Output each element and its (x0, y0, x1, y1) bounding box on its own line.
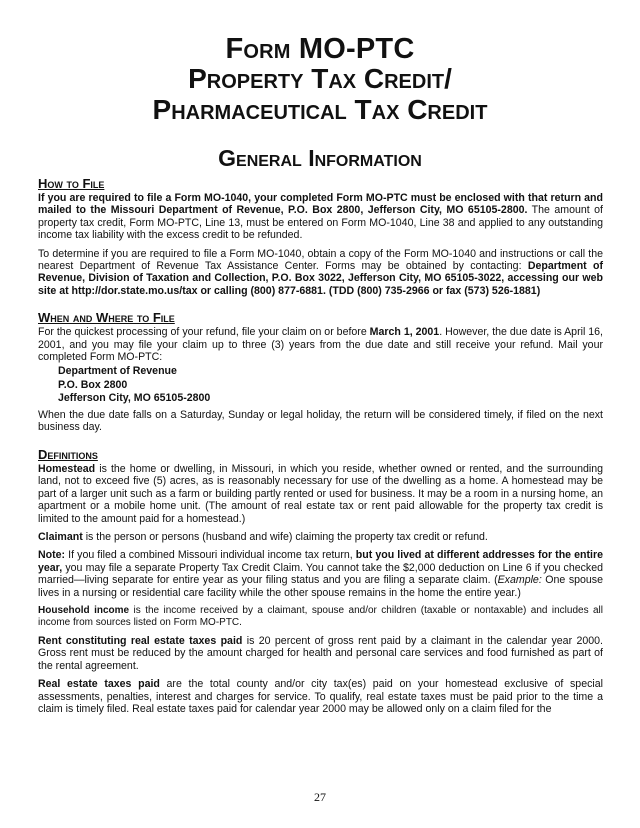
homestead-text: is the home or dwelling, in Missouri, in which you reside, whether owned or rented, and the surrounding land, not to exceed five (5) acres, as is reasonably necessary for use of the dwelling as a home. A homestead may be part of a larger unit such as a farm or building partly rented or used for business. It may be a room in a nursing home, an apartment or a mobile home unit. (The amount of real estate tax or rent paid allowable for the property tax credit is limited to the amount paid for a homestead.) (38, 462, 603, 525)
form-title (0, 34, 640, 126)
definition-real-estate-taxes (38, 678, 603, 715)
definition-note (38, 549, 603, 599)
definition-claimant (38, 531, 603, 543)
term-claimant: Claimant (38, 530, 83, 543)
when-where-text: For the quickest processing of your refund, file your claim on or before (38, 326, 370, 339)
term-note: Note: (38, 549, 66, 562)
note-example: Example: (497, 574, 542, 587)
title-line-3: Pharmaceutical Tax Credit (152, 94, 488, 125)
title-line-1: Form MO-PTC (225, 33, 415, 65)
how-to-file-paragraph-1 (38, 192, 603, 242)
note-text-3: One spouse lives in a nursing or residential care facility while the other spouse remains in the home the entire year.) (38, 574, 603, 599)
address-line: Jefferson City, MO 65105-2800 (58, 391, 211, 404)
contact-info: Department of Revenue, Division of Taxation and Collection, P.O. Box 3022, Jefferson City, MO 65105-3022, accessing our web site at http://dor.state.mo.us/tax or calling (800) 877-6881. (TDD (800) 735-2966 or fax (573) 526-1881) (38, 260, 603, 297)
when-where-heading: When and Where to File (38, 310, 175, 326)
term-household-income: Household income (38, 604, 130, 616)
definition-rent (38, 635, 603, 672)
real-estate-taxes-text: are the total county and/or city tax(es) paid on your homestead exclusive of special assessments, penalties, interest and charges for service. To qualify, real estate taxes must be paid prior to the time a claim is timely filed. Real estate taxes paid for calendar year 2000 may be allowed only on a claim filed for the (38, 678, 603, 715)
address-line: P.O. Box 2800 (58, 378, 128, 391)
how-to-file-heading: How to File (38, 176, 105, 191)
note-text-2: you may file a separate Property Tax Credit Claim. You cannot take the $2,000 deduction on Line 6 if you checked married—living separate for entire year as your filing status and you are filing a separate claim. ( (38, 561, 603, 587)
address-line: Department of Revenue (58, 365, 177, 378)
body-content (38, 176, 603, 721)
note-text: If you filed a combined Missouri individual income tax return, (65, 549, 356, 562)
term-real-estate-taxes: Real estate taxes paid (38, 678, 160, 691)
claimant-text: is the person or persons (husband and wife) claiming the property tax credit or refund. (82, 530, 488, 543)
page-number: 27 (314, 790, 326, 804)
term-rent: Rent constituting real estate taxes paid (38, 634, 243, 647)
how-to-file-text: The amount of property tax credit, Form MO-PTC, Line 13, must be entered on Form MO-1040, Line 38 and applied to any outstanding income tax liability with the excess credit to be refunded. (38, 204, 603, 242)
rent-text: is 20 percent of gross rent paid by a claimant in the calendar year 2000. Gross rent must be reduced by the amount charged for health and personal care services and food furnished as part of the rental agreement. (38, 634, 603, 672)
general-information-heading: General Information (218, 145, 422, 171)
obtain-forms-text: To determine if you are required to file a Form MO-1040, obtain a copy of the Form MO-1040 and instructions or call the nearest Department of Revenue Tax Assistance Center. Forms may be obtained by contacting: (38, 247, 603, 273)
when-where-paragraph-1 (38, 326, 603, 363)
definitions-heading: Definitions (38, 446, 98, 462)
file-by-date: March 1, 2001 (369, 326, 440, 339)
when-where-text-rest: . However, the due date is April 16, 2001, and you may file your claim up to three (3) years from the due date and still receive your refund. Mail your completed Form MO-PTC: (38, 326, 603, 364)
definition-homestead (38, 463, 603, 525)
due-date-holiday-paragraph: When the due date falls on a Saturday, Sunday or legal holiday, the return will be considered timely, if filed on the next business day. (38, 409, 603, 434)
definition-household-income (38, 605, 603, 629)
household-text: is the income received by a claimant, spouse and/or children (taxable or nontaxable) and includes all income from sources listed on Form MO-PTC. (38, 604, 603, 628)
how-to-file-bold: If you are required to file a Form MO-1040, your completed Form MO-PTC must be enclosed with that return and mailed to the Missouri Department of Revenue, P.O. Box 2800, Jefferson City, MO 65105-2800. (38, 192, 603, 217)
how-to-file-paragraph-2 (38, 248, 603, 298)
term-homestead: Homestead (38, 462, 96, 475)
note-bold: but you lived at different addresses for the entire year, (38, 549, 604, 574)
title-line-2: Property Tax Credit/ (188, 63, 452, 94)
mailing-address (58, 365, 603, 405)
